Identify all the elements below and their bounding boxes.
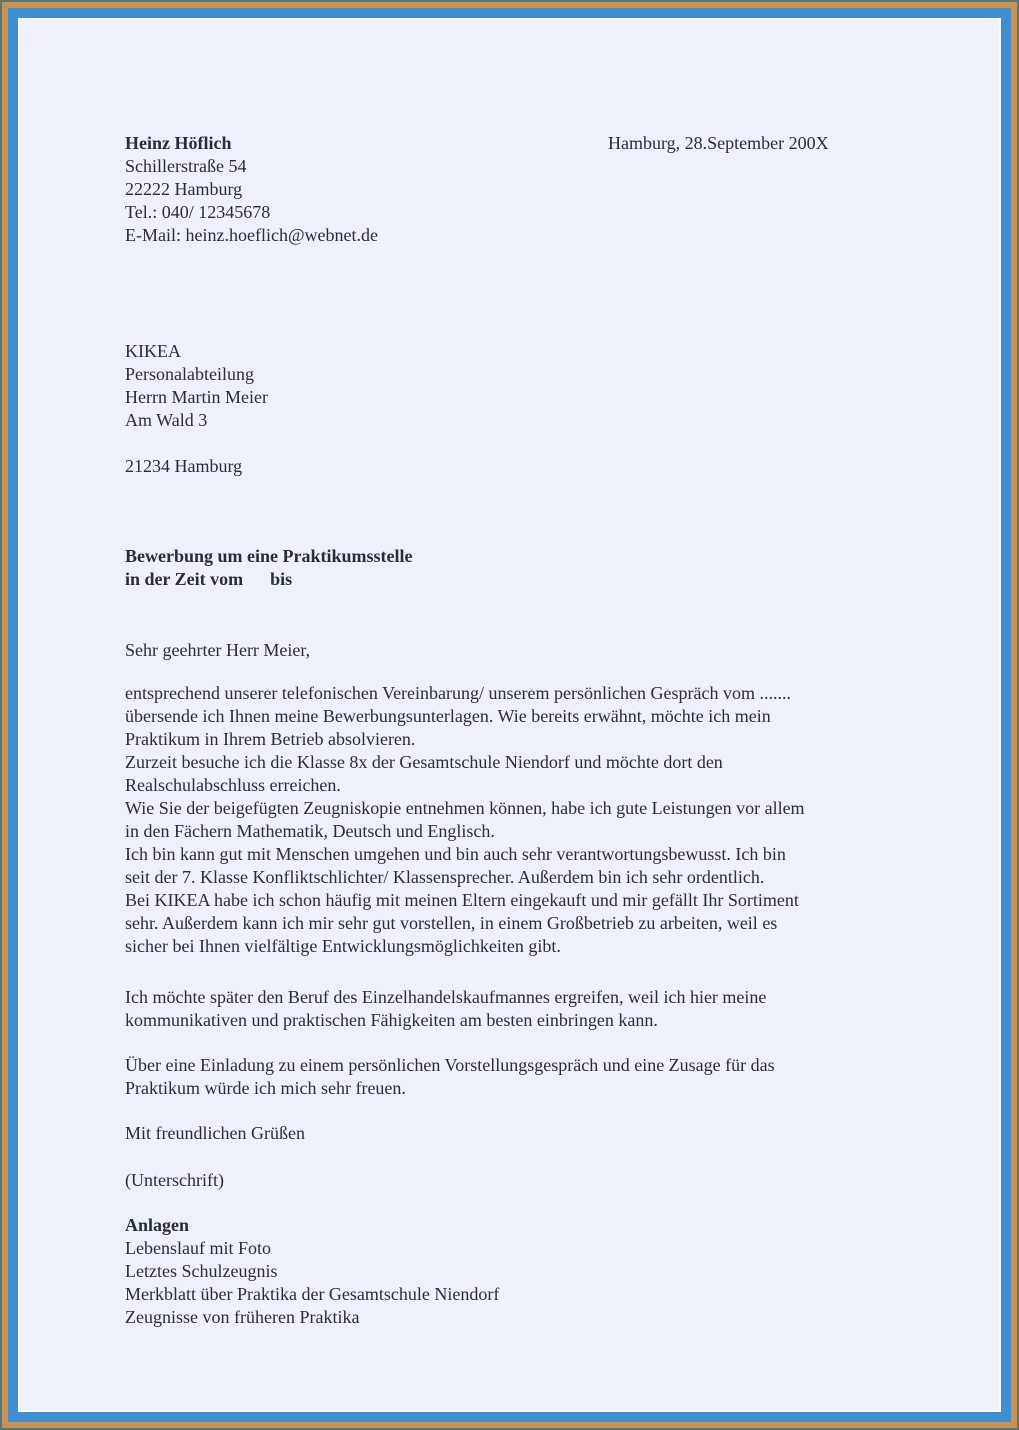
page-frame-orange bbox=[2, 2, 1017, 1428]
closing-formula: Mit freundlichen Grüßen bbox=[125, 1123, 305, 1143]
sender-name: Heinz Höflich bbox=[125, 133, 232, 153]
date-line: Hamburg, 28.September 200X bbox=[608, 133, 829, 153]
text-line: Über eine Einladung zu einem persönlichen Vorstellungsgespräch und eine Zusage für das bbox=[125, 1055, 775, 1075]
text-line: 22222 Hamburg bbox=[125, 179, 243, 199]
text-line: E-Mail: heinz.hoeflich@webnet.de bbox=[125, 225, 378, 245]
text-line: Praktikum in Ihrem Betrieb absolvieren. bbox=[125, 729, 416, 749]
text-line: Am Wald 3 bbox=[125, 410, 208, 430]
text-line: Realschulabschluss erreichen. bbox=[125, 775, 341, 795]
text-line: KIKEA bbox=[125, 341, 181, 361]
text-line bbox=[125, 432, 939, 455]
enclosures-heading: Anlagen bbox=[125, 1215, 190, 1235]
text-line: Ich möchte später den Beruf des Einzelhandelskaufmannes ergreifen, weil ich hier meine bbox=[125, 987, 767, 1007]
text-line: Zeugnisse von früheren Praktika bbox=[125, 1307, 360, 1327]
enclosures-block bbox=[125, 1214, 939, 1329]
text-line: sicher bei Ihnen vielfältige Entwicklungsmöglichkeiten gibt. bbox=[125, 936, 561, 956]
text-line: in den Fächern Mathematik, Deutsch und Englisch. bbox=[125, 821, 495, 841]
text-line: Wie Sie der beigefügten Zeugniskopie entnehmen können, habe ich gute Leistungen vor allem bbox=[125, 798, 805, 818]
text-line: sehr. Außerdem kann ich mir sehr gut vorstellen, in einem Großbetrieb zu arbeiten, weil es bbox=[125, 913, 778, 933]
text-line: Merkblatt über Praktika der Gesamtschule Niendorf bbox=[125, 1284, 500, 1304]
body-paragraph-1 bbox=[125, 682, 939, 958]
page-frame-blue bbox=[8, 8, 1011, 1422]
text-line: Bewerbung um eine Praktikumsstelle bbox=[125, 546, 413, 566]
sender-address bbox=[125, 155, 939, 247]
text-line: Tel.: 040/ 12345678 bbox=[125, 202, 271, 222]
text-line: Lebenslauf mit Foto bbox=[125, 1238, 271, 1258]
subject-block bbox=[125, 545, 939, 591]
text-line: Personalabteilung bbox=[125, 364, 254, 384]
enclosures-list bbox=[125, 1237, 939, 1329]
text-line: übersende ich Ihnen meine Bewerbungsunterlagen. Wie bereits erwähnt, möchte ich mein bbox=[125, 706, 771, 726]
text-line: seit der 7. Klasse Konfliktschlichter/ Klassensprecher. Außerdem bin ich sehr ordentlich. bbox=[125, 867, 765, 887]
text-line: Schillerstraße 54 bbox=[125, 156, 247, 176]
signature-placeholder: (Unterschrift) bbox=[125, 1170, 224, 1190]
text-line: Ich bin kann gut mit Menschen umgehen und bin auch sehr verantwortungsbewusst. Ich bin bbox=[125, 844, 786, 864]
text-line: Herrn Martin Meier bbox=[125, 387, 268, 407]
salutation: Sehr geehrter Herr Meier, bbox=[125, 640, 311, 660]
text-line: Bei KIKEA habe ich schon häufig mit meinen Eltern eingekauft und mir gefällt Ihr Sortiment bbox=[125, 890, 799, 910]
letter-content bbox=[20, 20, 999, 1329]
recipient-block bbox=[125, 340, 939, 478]
text-line: 21234 Hamburg bbox=[125, 456, 243, 476]
text-line: kommunikativen und praktischen Fähigkeiten am besten einbringen kann. bbox=[125, 1010, 658, 1030]
letter-sheet bbox=[18, 18, 1001, 1412]
text-line: in der Zeit vom bis bbox=[125, 569, 293, 589]
text-line: entsprechend unserer telefonischen Vereinbarung/ unserem persönlichen Gespräch vom ....... bbox=[125, 683, 791, 703]
body-paragraph-2 bbox=[125, 986, 939, 1032]
text-line: Zurzeit besuche ich die Klasse 8x der Gesamtschule Niendorf und möchte dort den bbox=[125, 752, 723, 772]
text-line: Letztes Schulzeugnis bbox=[125, 1261, 278, 1281]
letter-header bbox=[125, 132, 939, 247]
body-paragraph-3 bbox=[125, 1054, 939, 1100]
text-line: Praktikum würde ich mich sehr freuen. bbox=[125, 1078, 406, 1098]
